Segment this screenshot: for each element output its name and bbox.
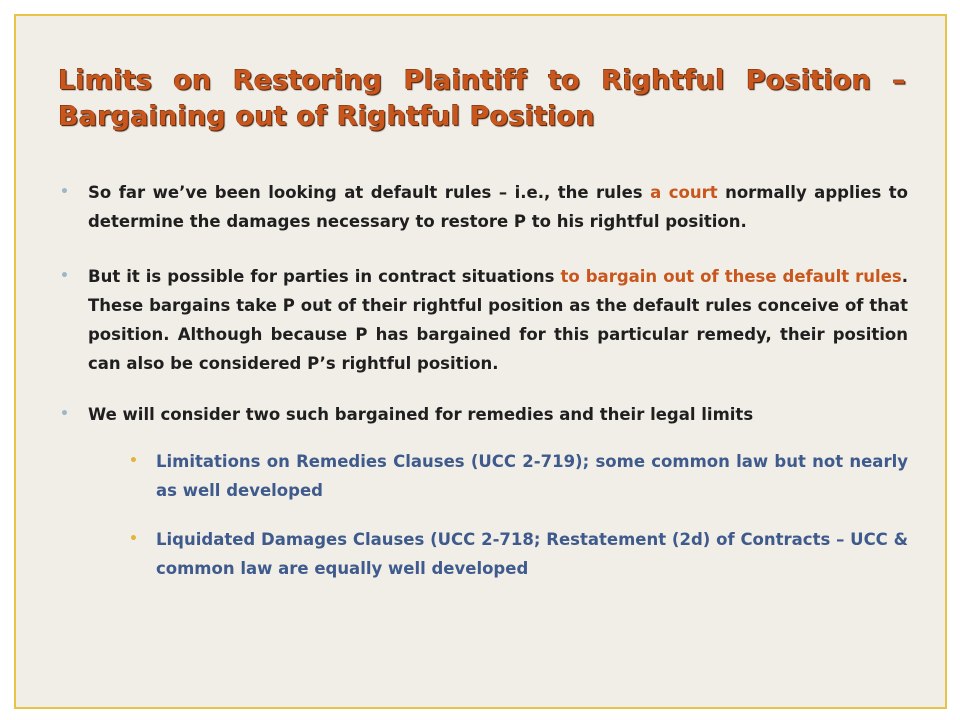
bullet-text-post: . These bargains take P out of their rightful position as the default rules conceive of that position. Although because P has bargained for this particular remedy, their position can also be considered P’s rightful position. xyxy=(88,267,908,373)
bullet-text-pre: But it is possible for parties in contract situations xyxy=(88,267,561,286)
bullet-text-pre: So far we’ve been looking at default rules – i.e., the rules xyxy=(88,183,651,202)
bullet-dot-icon: • xyxy=(60,268,69,284)
sub-bullet-limitations xyxy=(56,447,908,505)
sub-bullet-text: Limitations on Remedies Clauses (UCC 2-719); some common law but not nearly as well developed xyxy=(156,452,908,500)
bullet-bargain-out xyxy=(56,262,908,378)
sub-bullet-liquidated xyxy=(56,525,908,583)
sub-bullet-text: Liquidated Damages Clauses (UCC 2-718; Restatement (2d) of Contracts – UCC & common law are equally well developed xyxy=(156,530,908,578)
sub-bullet-dot-icon: • xyxy=(129,531,138,547)
slide-content xyxy=(56,178,908,583)
bullet-default-rules xyxy=(56,178,908,236)
bullet-dot-icon: • xyxy=(60,184,69,200)
bullet-dot-icon: • xyxy=(60,406,69,422)
slide-title xyxy=(58,63,906,135)
bullet-two-remedies xyxy=(56,400,908,429)
title-line-2: Bargaining out of Rightful Position xyxy=(58,101,595,132)
bullet-highlight: to bargain out of these default rules xyxy=(560,267,902,286)
bullet-highlight: a court xyxy=(650,183,718,202)
slide-frame xyxy=(14,14,947,709)
bullet-text: We will consider two such bargained for remedies and their legal limits xyxy=(88,405,754,424)
title-line-1: Limits on Restoring Plaintiff to Rightful Position – xyxy=(58,65,906,96)
bullet-text-post: normally applies to determine the damages necessary to restore P to his rightful position. xyxy=(88,183,908,231)
sub-bullet-dot-icon: • xyxy=(129,453,138,469)
